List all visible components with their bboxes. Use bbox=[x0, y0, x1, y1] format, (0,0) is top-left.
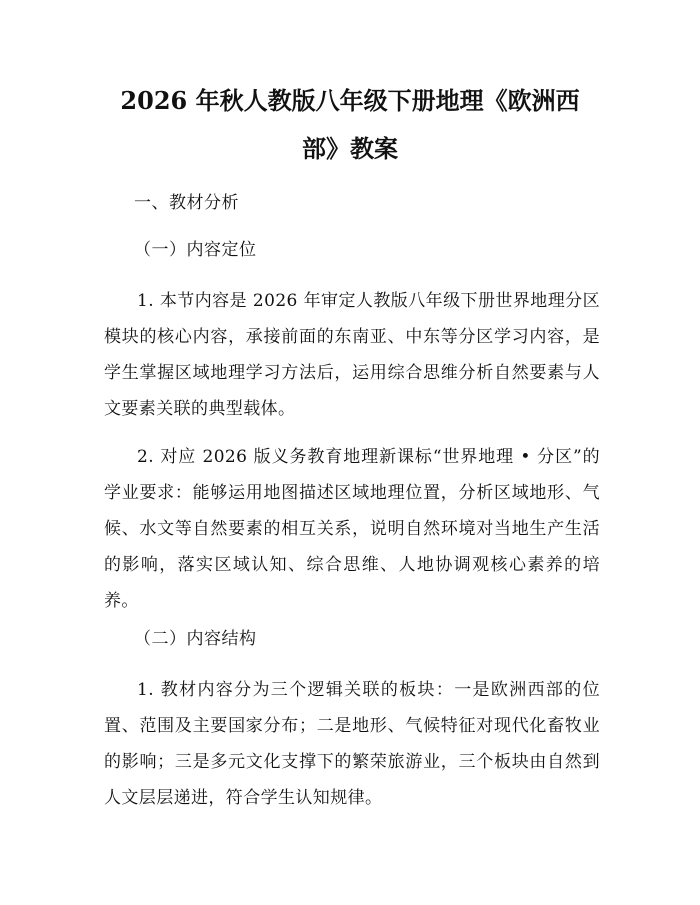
subsection-heading-content-structure: （二）内容结构 bbox=[134, 629, 257, 649]
paragraph-2: 2. 对应 2026 版义务教育地理新课标“世界地理 • 分区”的学业要求：能够运用地图描述区域地理位置，分析区域地形、气候、水文等自然要素的相互关系，说明自然环境对当地生产生活的影响，落实区域认知、综合思维、人地协调观核心素养的培养。 bbox=[104, 447, 600, 611]
document-title-line-2: 部》教案 bbox=[302, 134, 398, 163]
paragraph-3: 1. 教材内容分为三个逻辑关联的板块：一是欧洲西部的位置、范围及主要国家分布；二是地形、气候特征对现代化畜牧业的影响；三是多元文化支撑下的繁荣旅游业，三个板块由自然到人文层层递进，符合学生认知规律。 bbox=[104, 680, 600, 808]
document-title-line-1: 2026 年秋人教版八年级下册地理《欧洲西 bbox=[120, 86, 580, 115]
subsection-heading-content-positioning: （一）内容定位 bbox=[134, 240, 257, 260]
paragraph-1: 1. 本节内容是 2026 年审定人教版八年级下册世界地理分区模块的核心内容，承接前面的东南亚、中东等分区学习内容，是学生掌握区域地理学习方法后，运用综合思维分析自然要素与人文要素关联的典型载体。 bbox=[104, 291, 600, 419]
section-heading-textbook-analysis: 一、教材分析 bbox=[134, 193, 239, 213]
